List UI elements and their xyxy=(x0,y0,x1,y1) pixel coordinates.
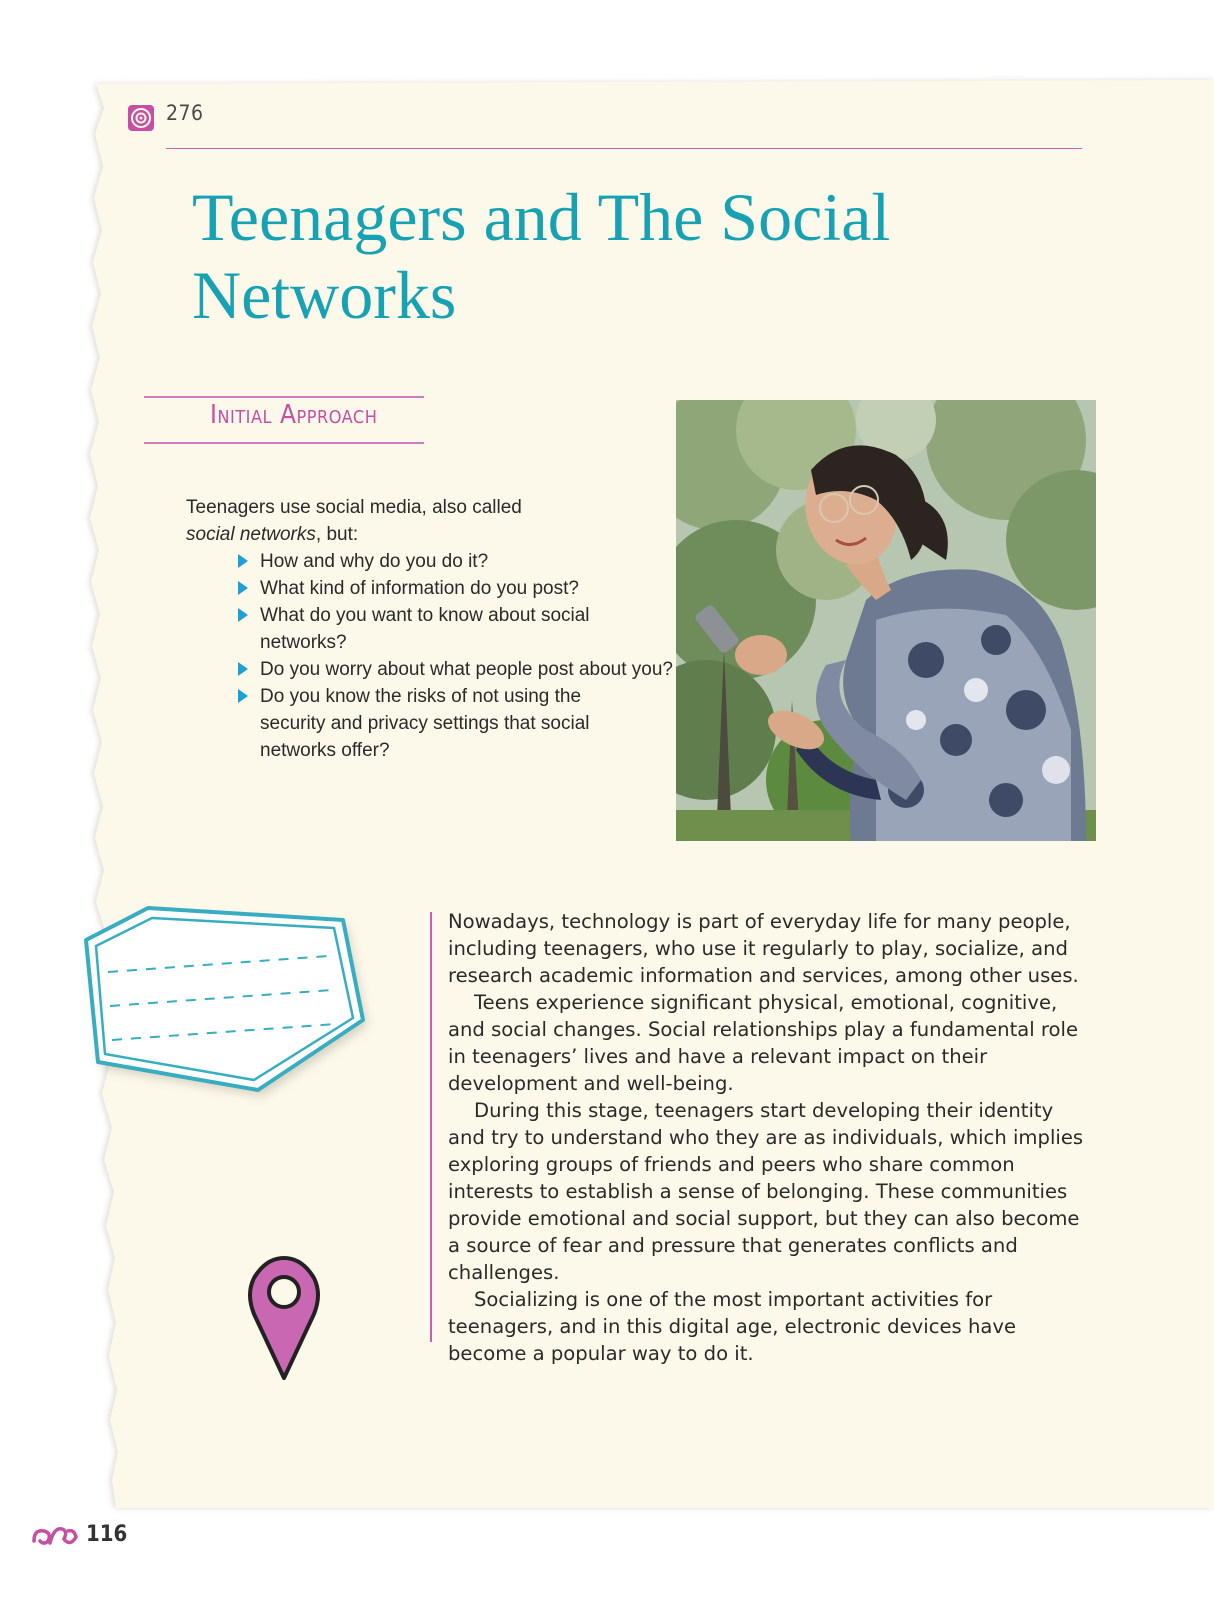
triangle-bullet-icon xyxy=(238,608,248,622)
header-rule xyxy=(166,148,1082,149)
body-text xyxy=(448,908,1088,1367)
question-text: What do you want to know about social networks? xyxy=(260,605,590,653)
page-number-top: 276 xyxy=(166,101,204,125)
triangle-bullet-icon xyxy=(238,662,248,676)
body-rule xyxy=(430,912,432,1342)
section-rule-bottom xyxy=(144,442,424,444)
list-item xyxy=(238,575,678,602)
body-paragraph-4: Socializing is one of the most important activities for teenagers, and in this digital age, electronic devices have become a popular way to do it. xyxy=(448,1288,1017,1365)
question-text: What kind of information do you post? xyxy=(260,578,579,599)
body-paragraph-1: Nowadays, technology is part of everyday life for many people, including teenagers, who use it regularly to play, socialize, and research academic information and services, among other uses. xyxy=(448,910,1079,987)
location-pin-icon xyxy=(244,1254,324,1382)
page-title-line-1: Teenagers and The Social xyxy=(192,179,891,255)
body-paragraph-3: During this stage, teenagers start developing their identity and try to understand who they are as individuals, which implies exploring groups of friends and peers who share common interests to establish a sense of belonging. These communities provide emotional and social support, but they can also become a source of fear and pressure that generates conflicts and challenges. xyxy=(448,1099,1084,1284)
body-paragraph-2: Teens experience significant physical, emotional, cognitive, and social changes. Social relationships play a fundamental role in teenagers’ lives and have a relevant impact on their development and well-being. xyxy=(448,991,1079,1095)
question-list xyxy=(238,548,678,764)
swirl-ornament-icon xyxy=(30,1523,78,1549)
list-item xyxy=(238,656,678,683)
intro-line-2 xyxy=(186,521,666,548)
page-title-line-2: Networks xyxy=(192,257,457,333)
list-item xyxy=(238,602,590,656)
list-item xyxy=(238,683,640,764)
triangle-bullet-icon xyxy=(238,689,248,703)
photo-teen-with-phone xyxy=(676,400,1096,841)
triangle-bullet-icon xyxy=(238,581,248,595)
intro-line-1: Teenagers use social media, also called xyxy=(186,497,522,518)
intro-line-2-rest: , but: xyxy=(315,524,359,545)
question-text: Do you know the risks of not using the security and privacy settings that social networks offer? xyxy=(260,686,590,761)
page-number-bottom: 116 xyxy=(86,1522,128,1547)
triangle-bullet-icon xyxy=(238,554,248,568)
question-text: Do you worry about what people post about you? xyxy=(260,659,673,680)
section-title: Initial Approach xyxy=(210,400,378,430)
intro-paragraph xyxy=(186,494,666,548)
section-rule-top xyxy=(144,396,424,398)
list-item xyxy=(238,548,678,575)
page-title xyxy=(192,178,1052,334)
question-text: How and why do you do it? xyxy=(260,551,489,572)
blank-label-badge-icon xyxy=(78,900,378,1110)
spiral-glyph-icon xyxy=(126,103,156,133)
intro-italic-term: social networks xyxy=(186,524,316,545)
